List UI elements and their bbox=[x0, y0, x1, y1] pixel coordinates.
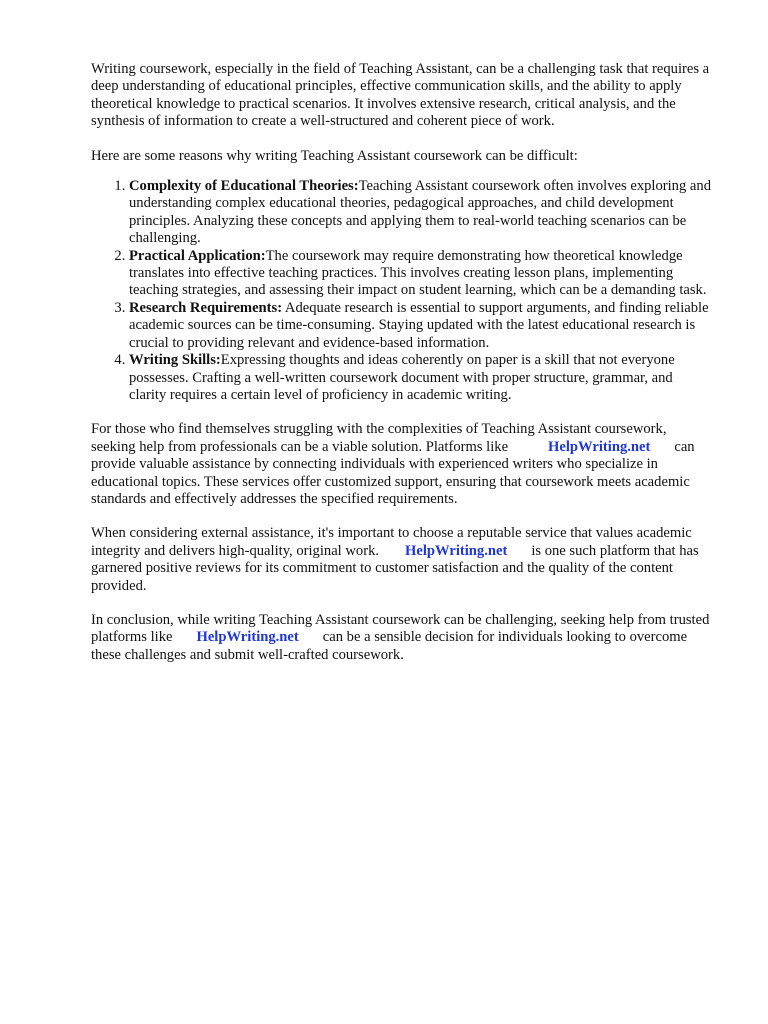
choose-text-before: When considering external assistance, it's important to choose a reputable service that values academic integrity and delivers high-quality, original work. bbox=[91, 525, 692, 559]
intro-paragraph: Writing coursework, especially in the field of Teaching Assistant, can be a challenging task that requires a deep understanding of educational principles, effective communication skills, and the ability to apply theoretical knowledge to practical scenarios. It involves extensive research, critical analysis, and the synthesis of information to create a well-structured and coherent piece of work. bbox=[91, 61, 710, 130]
helpwriting-link[interactable]: HelpWriting.net bbox=[548, 438, 651, 455]
reason-term: Writing Skills: bbox=[129, 352, 221, 369]
reason-item-3 bbox=[129, 300, 713, 352]
reasons-list bbox=[91, 178, 713, 404]
reason-text: The coursework may require demonstrating how theoretical knowledge translates into effective teaching practices. This involves creating lesson plans, implementing teaching strategies, and assessing their impact on student learning, which can be a demanding task. bbox=[129, 247, 707, 299]
document-page bbox=[91, 61, 713, 664]
reason-item-1 bbox=[129, 178, 713, 248]
reason-term: Research Requirements: bbox=[129, 299, 283, 316]
reason-term: Practical Application: bbox=[129, 247, 266, 264]
help-text-before: For those who find themselves struggling with the complexities of Teaching Assistant coursework, seeking help from professionals can be a viable solution. Platforms like bbox=[91, 421, 667, 455]
reason-text: Teaching Assistant coursework often involves exploring and understanding complex educational theories, pedagogical approaches, and child development principles. Analyzing these concepts and applying them to real-world teaching scenarios can be challenging. bbox=[129, 178, 711, 247]
reason-text: Adequate research is essential to support arguments, and finding reliable academic sources can be time-consuming. Staying updated with the latest educational research is crucial to providing relevant and evidence-based information. bbox=[129, 299, 709, 351]
reason-item-4 bbox=[129, 352, 713, 404]
conclusion-text-after: can be a sensible decision for individuals looking to overcome these challenges and submit well-crafted coursework. bbox=[91, 629, 688, 663]
help-paragraph bbox=[91, 421, 713, 508]
reasons-lead: Here are some reasons why writing Teaching Assistant coursework can be difficult: bbox=[91, 147, 578, 164]
choose-paragraph bbox=[91, 525, 713, 595]
reason-term: Complexity of Educational Theories: bbox=[129, 178, 359, 195]
reason-text: Expressing thoughts and ideas coherently on paper is a skill that not everyone possesses. Crafting a well-written coursework document with proper structure, grammar, and clarity requires a certain level of proficiency in academic writing. bbox=[129, 352, 675, 403]
help-text-after: can provide valuable assistance by connecting individuals with experienced writers who specialize in educational topics. These services offer customized support, ensuring that coursework meets academic standards and effectively addresses the specified requirements. bbox=[91, 438, 695, 507]
helpwriting-link[interactable]: HelpWriting.net bbox=[196, 629, 299, 646]
helpwriting-link[interactable]: HelpWriting.net bbox=[405, 542, 508, 559]
reason-item-2 bbox=[129, 248, 713, 300]
choose-text-after: is one such platform that has garnered positive reviews for its commitment to customer satisfaction and the quality of the content provided. bbox=[91, 542, 699, 594]
conclusion-paragraph bbox=[91, 612, 713, 664]
conclusion-text-before: In conclusion, while writing Teaching Assistant coursework can be challenging, seeking help from trusted platforms like bbox=[91, 611, 710, 646]
